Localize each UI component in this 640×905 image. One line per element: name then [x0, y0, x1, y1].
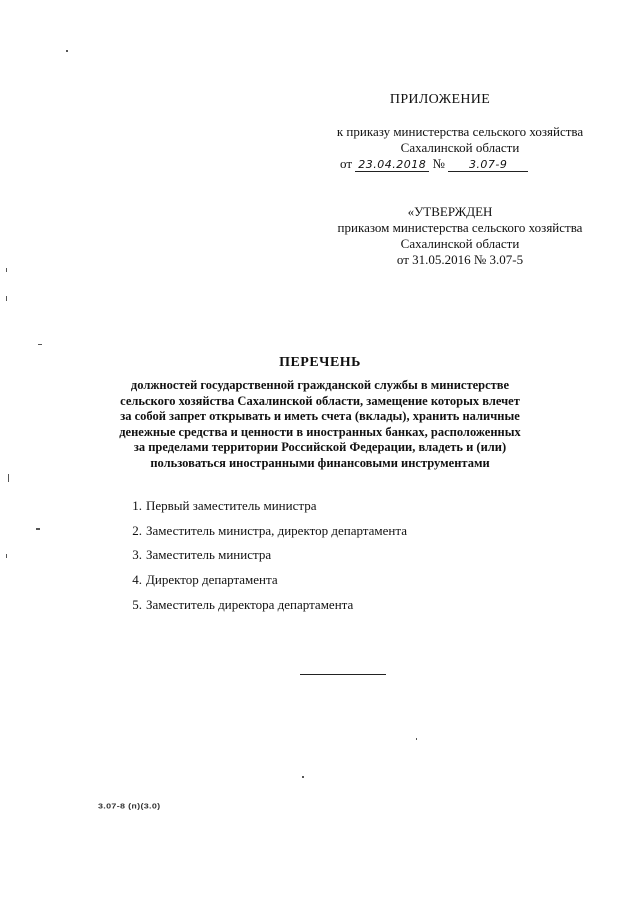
list-item-number: 1.	[132, 498, 142, 513]
end-divider	[300, 674, 386, 675]
list-item-text: Директор департамента	[146, 572, 278, 588]
approved-block	[300, 204, 620, 268]
footer-document-code: 3.07-8 (п)(3.0)	[98, 802, 161, 810]
document-title: ПЕРЕЧЕНЬ	[279, 355, 361, 370]
scan-speck	[38, 344, 42, 345]
appendix-reference-line1: к приказу министерства сельского хозяйства	[336, 124, 584, 139]
from-label: от	[340, 156, 353, 171]
list-item-text: Заместитель министра, директор департамента	[146, 522, 407, 538]
number-label: №	[432, 156, 445, 171]
list-item	[118, 523, 407, 548]
appendix-label: ПРИЛОЖЕНИЕ	[389, 92, 491, 107]
list-item-number: 3.	[132, 547, 142, 563]
scan-speck	[302, 776, 304, 778]
appendix-reference	[300, 124, 620, 156]
list-item-text: Первый заместитель министра	[146, 498, 317, 513]
list-item	[118, 498, 407, 523]
list-item-number: 2.	[132, 522, 142, 538]
scan-speck	[66, 50, 68, 52]
list-item-text: Заместитель министра	[146, 547, 272, 563]
handwritten-order-number: 3.07-9	[448, 158, 528, 172]
scan-speck	[6, 268, 7, 272]
positions-list	[118, 498, 407, 621]
list-item	[118, 597, 407, 622]
approved-label: «УТВЕРЖДЕН	[407, 204, 493, 219]
list-item	[118, 547, 407, 572]
document-subtitle	[92, 378, 548, 471]
subtitle-line: денежные средства и ценности в иностранных банках, расположенных	[119, 424, 521, 439]
subtitle-line: пользоваться иностранными финансовыми инструментами	[150, 455, 490, 470]
list-item-text: Заместитель директора департамента	[146, 596, 354, 612]
subtitle-line: за пределами территории Российской Федерации, владеть и (или)	[133, 440, 507, 454]
subtitle-line: сельского хозяйства Сахалинской области, замещение которых влечет	[120, 393, 520, 408]
appendix-reference-line2: Сахалинской области	[400, 140, 520, 155]
scan-speck	[8, 474, 9, 482]
order-date-number-line	[340, 156, 528, 172]
approved-line3: Сахалинской области	[400, 236, 520, 251]
subtitle-line: за собой запрет открывать и иметь счета (вклады), хранить наличные	[120, 409, 520, 423]
approved-line4: от 31.05.2016 № 3.07-5	[396, 252, 524, 267]
scan-speck	[416, 738, 417, 740]
approved-line2: приказом министерства сельского хозяйства	[337, 220, 583, 235]
scan-speck	[6, 296, 7, 301]
list-item-number: 5.	[132, 596, 142, 612]
list-item-number: 4.	[132, 572, 142, 588]
handwritten-order-date: 23.04.2018	[355, 158, 429, 172]
subtitle-line: должностей государственной гражданской службы в министерстве	[130, 378, 510, 392]
scan-speck	[6, 554, 7, 558]
list-item	[118, 572, 407, 597]
scan-speck	[36, 528, 40, 530]
